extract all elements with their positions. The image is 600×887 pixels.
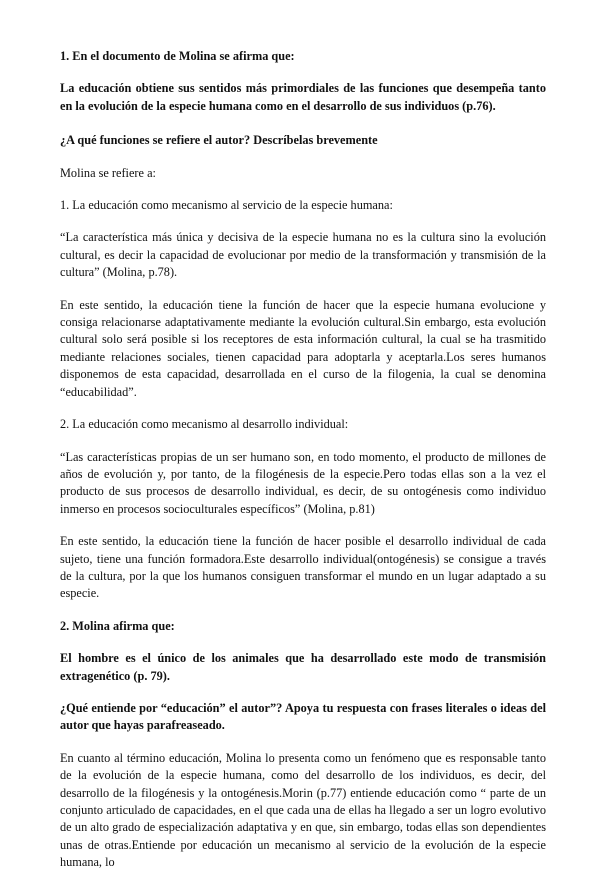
question-1-prompt: ¿A qué funciones se refiere el autor? Descríbelas brevemente <box>60 133 378 148</box>
question-2-quote: El hombre es el único de los animales que ha desarrollado este modo de transmisión extragenético (p. 79). <box>60 651 546 683</box>
question-2-prompt: ¿Qué entiende por “educación” el autor”? Apoya tu respuesta con frases literales o ideas del autor que hayas parafreaseado. <box>60 700 546 733</box>
intro-line: Molina se refiere a: <box>60 165 156 180</box>
function-1-explanation: En este sentido, la educación tiene la función de hacer que la especie humana evolucione y consiga relacionarse adaptativamente mediante la evolución cultural.Sin embargo, esta evolución cultural solo será posible si los receptores de esta información cultural, la cual se ha trasmitido mediante relaciones sociales, tienen capacidad para adoptarla y aceptarla.Los seres humanos disponemos de esta capacidad, desarrollada en el curso de la filogenia, la cual se denomina “educabilidad”. <box>60 297 546 399</box>
document-page <box>60 48 546 887</box>
education-definition-paragraph: En cuanto al término educación, Molina lo presenta como un fenómeno que es responsable tanto de la evolución de la especie humana, como del desarrollo de los individuos, es decir, del desarrollo de la filogénesis y la ontogénesis.Morin (p.77) entiende educación como “ parte de un conjunto articulado de capacidades, en el que cada una de ellas ha llegado a ser un logro evolutivo de un alto grado de especialización adaptativa y en que, sin embargo, todas ellas son dependientes unas de otras.Entiende por educación un mecanismo al servicio de la evolución de la especie humana, lo <box>60 750 546 870</box>
function-1-title: 1. La educación como mecanismo al servicio de la especie humana: <box>60 198 393 213</box>
function-2-explanation: En este sentido, la educación tiene la función de hacer posible el desarrollo individual de cada sujeto, tiene una función formadora.Este desarrollo individual(ontogénesis) se consigue a través de la cultura, por la que los humanos consiguen transformar el mundo en un lugar adaptado a su especie. <box>60 534 546 601</box>
question-1-quote: La educación obtiene sus sentidos más primordiales de las funciones que desempeña tanto en la evolución de la especie humana como en el desarrollo de sus individuos (p.76). <box>60 81 546 113</box>
function-2-quote: “Las características propias de un ser humano son, en todo momento, el producto de millones de años de evolución y, por tanto, de la filogénesis de la especie.Pero todas ellas son a la vez el producto de sus procesos de desarrollo individual, es decir, de su ontogénesis como individuo inmerso en procesos socioculturales específicos” (Molina, p.81) <box>60 449 546 516</box>
function-1-quote: “La característica más única y decisiva de la especie humana no es la cultura sino la evolución cultural, es decir la capacidad de evolucionar por medio de la transformación y transmisión de la cultura” (Molina, p.78). <box>60 230 546 280</box>
question-1-heading: 1. En el documento de Molina se afirma que: <box>60 49 295 63</box>
question-2-heading: 2. Molina afirma que: <box>60 618 175 633</box>
function-2-title: 2. La educación como mecanismo al desarrollo individual: <box>60 417 349 432</box>
